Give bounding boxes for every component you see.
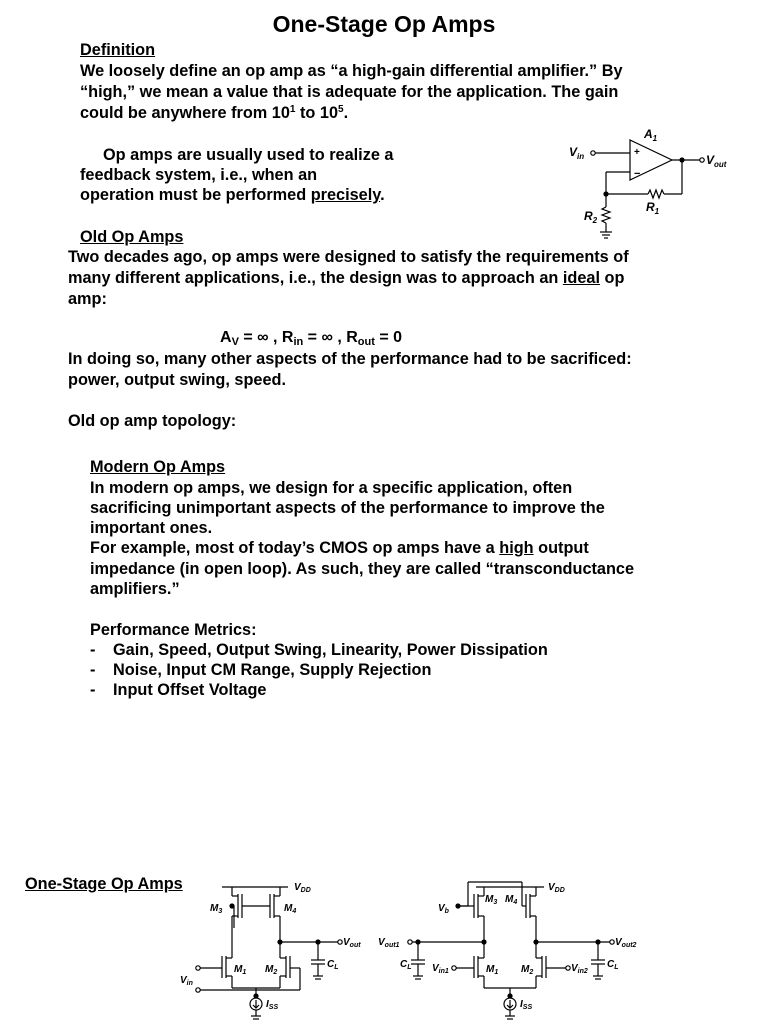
modern-line-4 (90, 538, 589, 559)
modern-line-5: impedance (in open loop). As such, they are called “transconductance (90, 560, 635, 578)
old-op-amps-line-5: power, output swing, speed. (68, 371, 286, 389)
feedback-line-3-text: operation must be performed (80, 186, 311, 204)
old-topology-label: Old op amp topology: (68, 412, 237, 430)
vdd-label: $V_{DD}$ (294, 882, 311, 894)
precisely-word: precisely (310, 186, 381, 204)
feedback-line-3-end: . (380, 186, 385, 204)
modern-line-1: In modern op amps, we design for a specific application, often (90, 479, 573, 497)
a1-label: $A_1$ (644, 127, 658, 143)
vin2-label: $V_{in2}$ (571, 963, 588, 975)
old-op-amps-line-2-text: many different applications, i.e., the design was to approach an (68, 269, 563, 287)
old-op-amps-line-3: amp: (68, 290, 107, 308)
old-op-amps-heading: Old Op Amps (80, 228, 184, 246)
cl-right-label: $C_L$ (607, 959, 619, 971)
r2-label: $R_2$ (584, 209, 598, 225)
modern-line-6: amplifiers.” (90, 580, 180, 598)
m2-label: $M_2$ (265, 964, 278, 976)
vout-label: $V_{out}$ (343, 937, 361, 949)
gain-exp-high: 5 (338, 104, 344, 115)
m4-label: $M_4$ (505, 894, 518, 906)
m3-label: $M_3$ (210, 903, 223, 915)
modern-op-amps-heading: Modern Op Amps (90, 458, 226, 476)
vin1-label: $V_{in1}$ (432, 963, 449, 975)
feedback-line-1: Op amps are usually used to realize a (103, 146, 394, 164)
m1-label: $M_1$ (486, 964, 499, 976)
old-op-amps-line-1: Two decades ago, op amps were designed to satisfy the requirements of (68, 248, 629, 266)
vb-label: $V_b$ (438, 903, 449, 915)
old-op-amps-line-2-end: op (599, 269, 625, 287)
page-title: One-Stage Op Amps (272, 11, 496, 37)
modern-line-2: sacrificing unimportant aspects of the performance to improve the (90, 499, 605, 517)
vout1-label: $V_{out1}$ (378, 937, 400, 949)
metric-item: - Noise, Input CM Range, Supply Rejection (90, 661, 432, 679)
feedback-line-3 (80, 185, 385, 206)
old-op-amps-line-2 (68, 268, 624, 289)
gain-exp-low: 1 (289, 104, 296, 115)
m2-label: $M_2$ (521, 964, 534, 976)
feedback-amplifier-diagram (560, 122, 760, 252)
high-word: high (499, 539, 534, 557)
metrics-heading: Performance Metrics: (90, 621, 257, 639)
vin-label: $V_{in}$ (569, 145, 585, 161)
metric-item: - Input Offset Voltage (90, 681, 267, 699)
vdd-label: $V_{DD}$ (548, 882, 565, 894)
plus-sign: + (634, 147, 640, 158)
modern-line-4-end: output (533, 539, 589, 557)
definition-line-2: “high,” we mean a value that is adequate for the application. The gain (80, 83, 619, 101)
minus-sign: − (634, 168, 641, 180)
one-stage-heading: One-Stage Op Amps (25, 875, 183, 893)
metric-item: - Gain, Speed, Output Swing, Linearity, Power Dissipation (90, 641, 548, 659)
single-ended-op-amp-schematic (170, 872, 370, 1024)
gain-range-to: to 10 (295, 104, 339, 122)
vout-label: $V_{out}$ (706, 153, 727, 169)
r1-label: $R_1$ (646, 200, 660, 216)
m4-label: $M_4$ (284, 903, 297, 915)
ideal-op-amp-formula: $A_V$ = ∞ , $R_{in}$ = ∞ , $R_{out} = 0$ (220, 329, 403, 348)
definition-line-1: We loosely define an op amp as “a high-gain differential amplifier.” By (80, 62, 623, 80)
definition-line-3 (80, 103, 348, 124)
modern-line-4-text: For example, most of today’s CMOS op amps have a (90, 539, 500, 557)
m3-label: $M_3$ (485, 894, 498, 906)
gain-range-text: could be anywhere from 10 (80, 104, 290, 122)
iss-label: $I_{SS}$ (520, 999, 533, 1011)
cl-label: $C_L$ (327, 959, 339, 971)
modern-line-3: important ones. (90, 519, 213, 537)
iss-label: $I_{SS}$ (266, 999, 279, 1011)
old-op-amps-line-4: In doing so, many other aspects of the performance had to be sacrificed: (68, 350, 632, 368)
cl-left-label: $C_L$ (400, 959, 412, 971)
gain-range-end: . (343, 104, 349, 122)
ideal-word: ideal (562, 269, 600, 287)
fully-differential-op-amp-schematic (372, 872, 662, 1024)
vin-label: $V_{in}$ (180, 975, 193, 987)
feedback-line-2: feedback system, i.e., when an (80, 166, 318, 184)
m1-label: $M_1$ (234, 964, 247, 976)
vout2-label: $V_{out2}$ (615, 937, 637, 949)
definition-heading: Definition (80, 41, 156, 59)
